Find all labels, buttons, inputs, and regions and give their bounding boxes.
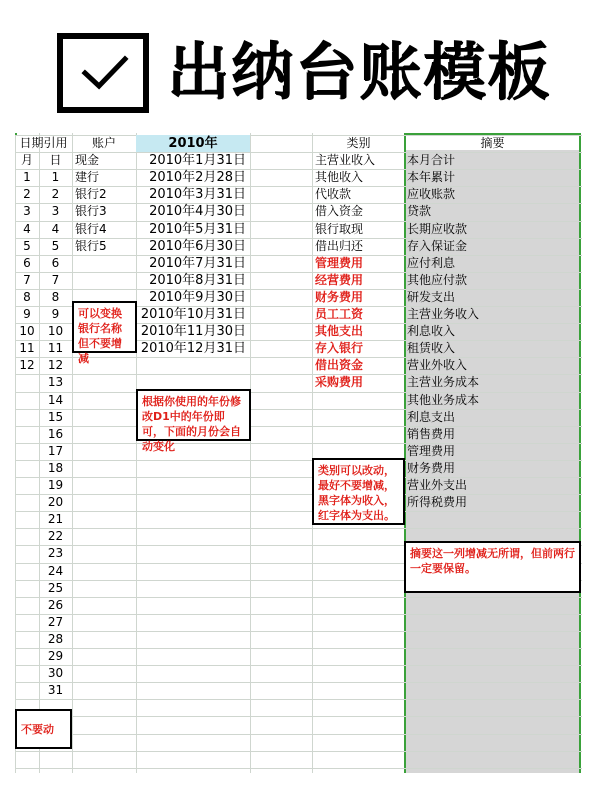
day-cell[interactable]: 9 xyxy=(51,307,60,321)
day-cell[interactable]: 2 xyxy=(51,187,60,202)
summary-cell[interactable]: 长期应收款 xyxy=(407,221,468,236)
note-do-not-change: 不要动 xyxy=(15,709,72,749)
month-cell[interactable]: 2 xyxy=(23,187,31,202)
day-cell[interactable]: 22 xyxy=(47,529,64,544)
day-cell[interactable]: 6 xyxy=(51,255,60,270)
gridline-v xyxy=(72,133,73,773)
day-cell[interactable]: 18 xyxy=(47,460,64,475)
day-cell[interactable]: 15 xyxy=(47,409,64,424)
date-cell[interactable]: 2010年5月31日 xyxy=(149,221,246,237)
date-cell[interactable]: 2010年2月28日 xyxy=(149,170,246,186)
category-income-cell[interactable]: 代收款 xyxy=(315,187,352,202)
day-cell[interactable]: 5 xyxy=(51,238,60,253)
month-cell[interactable]: 11 xyxy=(19,341,35,356)
month-cell[interactable]: 12 xyxy=(19,358,35,373)
category-expense-cell[interactable]: 管理费用 xyxy=(315,255,364,270)
date-cell[interactable]: 2010年4月30日 xyxy=(149,204,246,220)
summary-cell[interactable]: 其他应付款 xyxy=(407,272,468,287)
header-account: 账户 xyxy=(91,136,116,150)
date-cell[interactable]: 2010年11月30日 xyxy=(140,324,246,340)
category-income-cell[interactable]: 银行取现 xyxy=(315,221,364,236)
gridline-v xyxy=(250,133,251,773)
account-cell[interactable]: 银行2 xyxy=(75,187,107,202)
date-cell[interactable]: 2010年9月30日 xyxy=(149,289,246,305)
month-cell[interactable]: 8 xyxy=(23,289,31,304)
month-cell[interactable]: 5 xyxy=(23,238,31,253)
day-cell[interactable]: 28 xyxy=(47,631,64,646)
date-cell[interactable]: 2010年8月31日 xyxy=(149,272,246,288)
summary-cell[interactable]: 营业外支出 xyxy=(407,478,468,492)
day-cell[interactable]: 26 xyxy=(47,597,64,612)
summary-cell[interactable]: 主营业务成本 xyxy=(407,375,480,390)
date-cell[interactable]: 2010年1月31日 xyxy=(149,153,246,169)
summary-cell[interactable]: 利息支出 xyxy=(407,409,456,424)
day-cell[interactable]: 30 xyxy=(47,666,64,681)
date-cell[interactable]: 2010年6月30日 xyxy=(149,238,246,254)
green-border-left xyxy=(404,133,406,773)
gridline-h xyxy=(15,648,582,649)
category-income-cell[interactable]: 其他收入 xyxy=(315,170,364,185)
day-cell[interactable]: 19 xyxy=(47,478,64,492)
day-cell[interactable]: 11 xyxy=(47,341,64,356)
day-cell[interactable]: 4 xyxy=(51,221,60,236)
summary-cell[interactable]: 营业外收入 xyxy=(407,358,468,373)
date-cell[interactable]: 2010年3月31日 xyxy=(149,187,246,203)
summary-cell[interactable]: 存入保证金 xyxy=(407,238,468,253)
summary-cell[interactable]: 销售费用 xyxy=(407,426,456,441)
day-cell[interactable]: 31 xyxy=(47,683,64,698)
day-cell[interactable]: 23 xyxy=(47,546,64,561)
page-header xyxy=(0,0,600,130)
account-cell[interactable]: 银行4 xyxy=(75,221,107,236)
summary-cell[interactable]: 租赁收入 xyxy=(407,341,456,356)
gridline-h xyxy=(15,631,582,632)
day-cell[interactable]: 29 xyxy=(47,649,64,663)
gridline-h xyxy=(15,597,582,598)
category-income-cell[interactable]: 主营业收入 xyxy=(315,153,376,168)
summary-cell[interactable]: 本月合计 xyxy=(407,153,456,168)
summary-cell[interactable]: 利息收入 xyxy=(407,324,456,339)
day-cell[interactable]: 13 xyxy=(47,375,64,390)
page-title: 出纳台账模板 xyxy=(168,36,553,109)
category-expense-cell[interactable]: 存入银行 xyxy=(315,341,364,356)
summary-cell[interactable]: 管理费用 xyxy=(407,443,456,458)
gridline-h xyxy=(15,768,582,769)
account-cell[interactable]: 建行 xyxy=(75,170,100,185)
summary-cell[interactable]: 财务费用 xyxy=(407,460,456,475)
month-cell[interactable]: 3 xyxy=(23,204,31,219)
gridline-h xyxy=(15,665,582,666)
day-cell[interactable]: 1 xyxy=(51,170,60,185)
date-cell[interactable]: 2010年7月31日 xyxy=(149,255,246,271)
note-summary: 摘要这一列增减无所谓，但前两行一定要保留。 xyxy=(404,541,581,593)
summary-cell[interactable]: 其他业务成本 xyxy=(407,392,480,407)
day-cell[interactable]: 8 xyxy=(51,289,60,304)
category-expense-cell[interactable]: 借出资金 xyxy=(315,358,364,373)
category-income-cell[interactable]: 借入资金 xyxy=(315,204,364,219)
gridline-h xyxy=(15,614,582,615)
green-border-right xyxy=(579,133,581,773)
gridline-h xyxy=(15,699,582,700)
ledger-sheet xyxy=(15,133,582,773)
month-cell[interactable]: 10 xyxy=(19,324,35,339)
day-cell[interactable]: 25 xyxy=(47,580,64,595)
month-cell[interactable]: 6 xyxy=(23,255,31,270)
category-expense-cell[interactable]: 财务费用 xyxy=(315,289,364,304)
summary-cell[interactable]: 研发支出 xyxy=(407,289,456,304)
month-cell[interactable]: 7 xyxy=(23,272,31,287)
header-summary: 摘要 xyxy=(480,136,505,150)
gridline-h xyxy=(15,716,582,717)
header-day: 日 xyxy=(49,153,62,168)
date-cell[interactable]: 2010年10月31日 xyxy=(140,307,246,322)
day-cell[interactable]: 10 xyxy=(47,324,64,339)
gridline-v xyxy=(312,133,313,773)
gridline-h xyxy=(15,751,582,752)
gridline-h xyxy=(15,528,582,529)
gridline-h xyxy=(15,511,582,512)
month-cell[interactable]: 1 xyxy=(23,170,31,185)
summary-cell[interactable]: 所得税费用 xyxy=(407,495,468,510)
summary-cell[interactable]: 贷款 xyxy=(407,204,432,219)
day-cell[interactable]: 14 xyxy=(47,392,64,407)
check-icon xyxy=(79,53,131,93)
day-cell[interactable]: 16 xyxy=(47,426,64,441)
note-year-change: 根据你使用的年份修改D1中的年份即可，下面的月份会自动变化 xyxy=(136,389,251,441)
month-cell[interactable]: 9 xyxy=(23,307,31,321)
summary-cell[interactable]: 应收账款 xyxy=(407,187,456,202)
category-income-cell[interactable]: 借出归还 xyxy=(315,238,364,253)
summary-cell[interactable]: 主营业务收入 xyxy=(407,307,480,321)
header-date-ref: 日期引用 xyxy=(19,136,68,150)
date-cell[interactable]: 2010年12月31日 xyxy=(140,341,246,357)
summary-cell[interactable]: 应付利息 xyxy=(407,255,456,270)
note-bank-names: 可以变换银行名称但不要增减 xyxy=(72,301,137,353)
header-category: 类别 xyxy=(346,136,371,150)
category-expense-cell[interactable]: 其他支出 xyxy=(315,324,364,339)
day-cell[interactable]: 3 xyxy=(51,204,60,219)
note-category: 类别可以改动，最好不要增减，黑字体为收入，红字体为支出。 xyxy=(312,458,405,525)
account-cell[interactable]: 银行5 xyxy=(75,238,107,253)
account-cell[interactable]: 现金 xyxy=(75,153,100,168)
category-expense-cell[interactable]: 采购费用 xyxy=(315,375,364,390)
header-year[interactable]: 2010年 xyxy=(136,135,250,152)
category-expense-cell[interactable]: 员工工资 xyxy=(315,307,364,321)
category-expense-cell[interactable]: 经营费用 xyxy=(315,272,364,287)
day-cell[interactable]: 12 xyxy=(47,358,64,373)
day-cell[interactable]: 7 xyxy=(51,272,60,287)
day-cell[interactable]: 17 xyxy=(47,443,64,458)
gridline-h xyxy=(15,734,582,735)
day-cell[interactable]: 27 xyxy=(47,614,64,629)
summary-cell[interactable]: 本年累计 xyxy=(407,170,456,185)
day-cell[interactable]: 20 xyxy=(47,495,64,510)
month-cell[interactable]: 4 xyxy=(23,221,31,236)
header-month: 月 xyxy=(20,153,33,168)
day-cell[interactable]: 21 xyxy=(47,512,64,527)
checkbox[interactable] xyxy=(57,33,149,113)
account-cell[interactable]: 银行3 xyxy=(75,204,107,219)
gridline-h xyxy=(15,682,582,683)
day-cell[interactable]: 24 xyxy=(47,563,64,578)
